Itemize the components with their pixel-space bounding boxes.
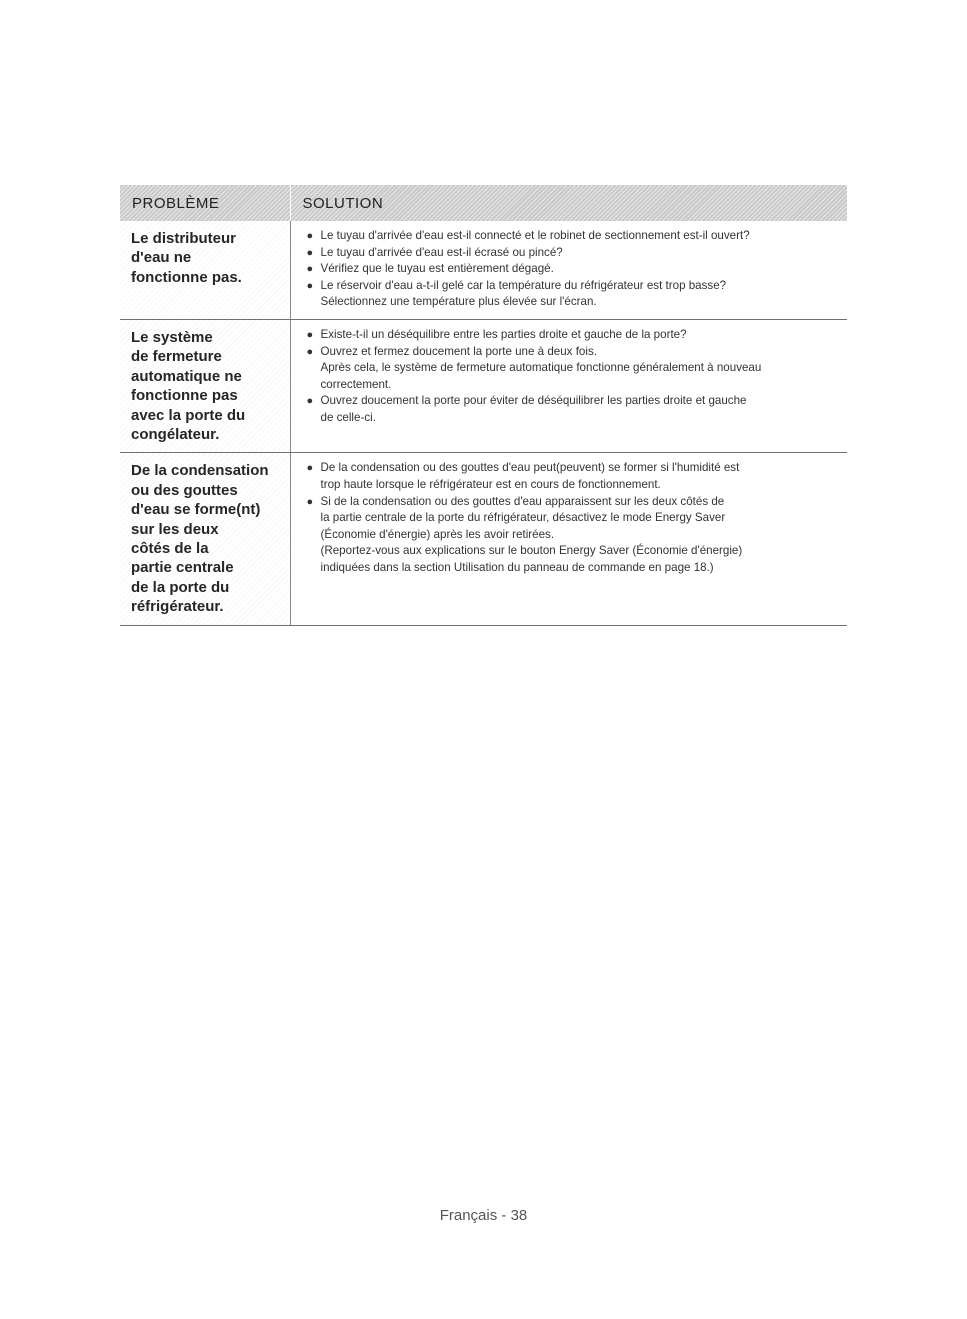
solution-text: Ouvrez et fermez doucement la porte une à deux fois. Après cela, le système de fermeture automatique fonctionne généralement à nouveau correctement. bbox=[320, 344, 762, 391]
table-header-row bbox=[120, 185, 847, 221]
problem-cell bbox=[120, 221, 290, 319]
solution-text: De la condensation ou des gouttes d'eau peut(peuvent) se former si l'humidité est trop haute lorsque le réfrigérateur est en cours de fonctionnement. bbox=[320, 461, 740, 491]
problem-text: Le distributeur d'eau ne fonctionne pas. bbox=[131, 230, 242, 286]
solution-text: Le réservoir d'eau a-t-il gelé car la température du réfrigérateur est trop basse? Sélectionnez une température plus élevée sur l'écran. bbox=[320, 278, 727, 309]
bullet-icon: ● bbox=[306, 328, 314, 341]
solution-item bbox=[307, 327, 840, 344]
page-number: Français - 38 bbox=[439, 1207, 528, 1224]
bullet-icon: ● bbox=[306, 495, 314, 508]
solution-text: Vérifiez que le tuyau est entièrement dégagé. bbox=[320, 262, 554, 276]
solution-text: Existe-t-il un déséquilibre entre les parties droite et gauche de la porte? bbox=[320, 327, 687, 341]
bullet-icon: ● bbox=[306, 462, 314, 475]
problem-cell bbox=[120, 453, 290, 625]
solution-item bbox=[307, 344, 840, 394]
table-row bbox=[120, 221, 847, 319]
bullet-icon: ● bbox=[306, 395, 314, 408]
table-row bbox=[120, 319, 847, 452]
solution-text: Ouvrez doucement la porte pour éviter de déséquilibrer les parties droite et gauche de celle-ci. bbox=[320, 394, 747, 424]
bullet-icon: ● bbox=[306, 345, 314, 358]
solution-item bbox=[307, 460, 840, 493]
solution-cell bbox=[290, 221, 847, 319]
bullet-icon: ● bbox=[306, 230, 314, 242]
solution-list bbox=[307, 327, 840, 427]
bullet-icon: ● bbox=[306, 263, 314, 276]
solution-item bbox=[307, 393, 840, 426]
problem-text: De la condensation ou des gouttes d'eau se forme(nt) sur les deux côtés de la partie centrale de la porte du réfrigérateur. bbox=[131, 462, 269, 616]
bullet-icon: ● bbox=[306, 279, 314, 292]
troubleshooting-table bbox=[120, 185, 847, 626]
solution-list bbox=[307, 460, 840, 576]
solution-item bbox=[307, 278, 840, 311]
bullet-icon: ● bbox=[306, 246, 314, 259]
solution-cell bbox=[290, 453, 847, 625]
solution-cell bbox=[290, 319, 847, 452]
solution-text: Si de la condensation ou des gouttes d'eau apparaissent sur les deux côtés de la partie centrale de la porte du réfrigérateur, désactivez le mode Energy Saver (Économie d'énergie) après les avoir retirées. (Reportez-vous aux explications sur le bouton Energy Saver (Économie d'énergie) indiquées dans la section Utilisation du panneau de commande en page 18.) bbox=[320, 494, 743, 574]
problem-cell bbox=[120, 319, 290, 452]
solution-text: Le tuyau d'arrivée d'eau est-il écrasé ou pincé? bbox=[320, 245, 563, 259]
solution-item bbox=[307, 261, 840, 278]
solution-list bbox=[307, 228, 840, 311]
problem-column-header: PROBLÈME bbox=[120, 185, 290, 221]
problem-text: Le système de fermeture automatique ne fonctionne pas avec la porte du congélateur. bbox=[131, 328, 246, 443]
solution-item bbox=[307, 245, 840, 262]
solution-column-header: SOLUTION bbox=[290, 185, 847, 221]
solution-item bbox=[307, 494, 840, 577]
solution-text: Le tuyau d'arrivée d'eau est-il connecté et le robinet de sectionnement est-il ouvert? bbox=[320, 229, 750, 242]
table-row bbox=[120, 453, 847, 625]
solution-item bbox=[307, 228, 840, 245]
